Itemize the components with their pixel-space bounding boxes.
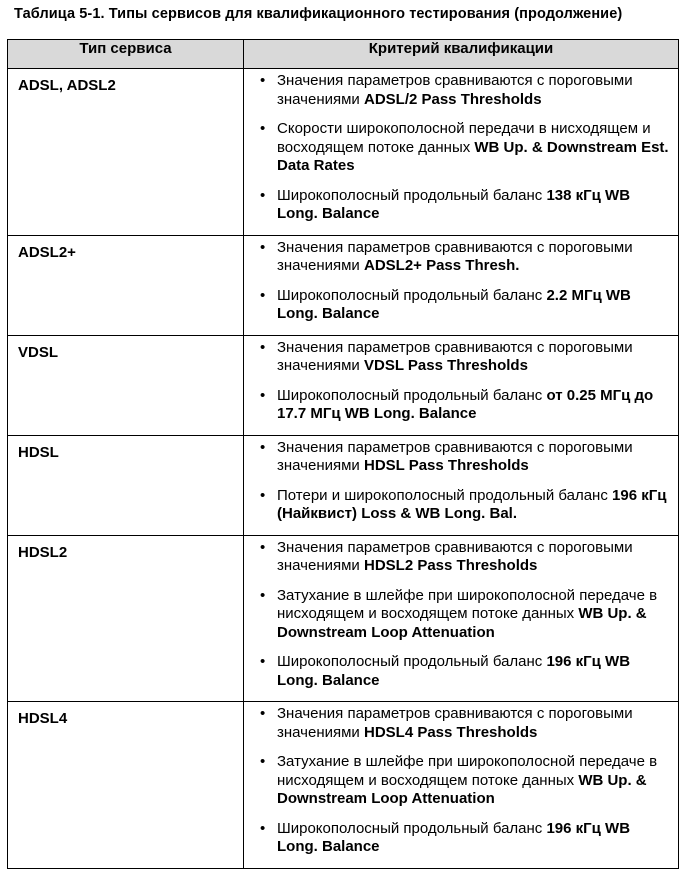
- criteria-bold-term: HDSL4 Pass Thresholds: [363, 723, 538, 741]
- criteria-bold-term: 196 кГц WB Long. Balance: [277, 653, 631, 689]
- criteria-text: Значения параметров сравниваются с пороговыми значениями: [277, 538, 633, 574]
- criteria-cell: [244, 702, 679, 869]
- criteria-text: Значения параметров сравниваются с пороговыми значениями: [277, 705, 633, 741]
- criteria-bold-term: от 0.25 МГц до 17.7 МГц: [277, 386, 654, 422]
- criteria-list-item: [260, 339, 672, 376]
- criteria-text: Потери и широкополосный продольный баланс: [277, 486, 613, 504]
- criteria-cell: [244, 535, 679, 702]
- criteria-bold-term: HDSL2 Pass Thresholds: [363, 557, 538, 574]
- criteria-list-item: [260, 120, 672, 176]
- table-row: [8, 435, 679, 535]
- column-header-qualification-criteria: Критерий квалификации: [244, 40, 679, 69]
- criteria-list-item: [260, 705, 672, 742]
- criteria-text: Широкополосный продольный баланс: [277, 653, 547, 670]
- criteria-text: Значения параметров сравниваются с пороговыми значениями: [277, 238, 633, 274]
- criteria-text: Широкополосный продольный баланс: [277, 386, 547, 404]
- criteria-text: Широкополосный продольный баланс: [277, 819, 547, 837]
- criteria-bold-term: 2.2 МГц WB Long. Balance: [277, 286, 631, 322]
- criteria-cell: [244, 69, 679, 236]
- table-row: [8, 69, 679, 236]
- criteria-text: Затухание в шлейфе при широкополосной передаче в нисходящем и восходящем потоке данных: [277, 753, 658, 789]
- criteria-list-item: [260, 587, 672, 643]
- criteria-bold-term: WB Long. Balance: [344, 405, 477, 422]
- criteria-list: [260, 539, 672, 691]
- service-type-cell: ADSL, ADSL2: [8, 69, 244, 236]
- criteria-bold-term: WB Up. & Downstream Est. Data Rates: [277, 138, 669, 174]
- criteria-text: Скорости широкополосной передачи в нисходящем и восходящем потоке данных: [277, 120, 651, 156]
- criteria-list-item: [260, 239, 672, 276]
- table-body: [8, 69, 679, 869]
- criteria-list-item: [260, 539, 672, 576]
- criteria-list: [260, 239, 672, 324]
- criteria-text: Значения параметров сравниваются с пороговыми значениями: [277, 72, 633, 108]
- service-type-cell: VDSL: [8, 335, 244, 435]
- service-type-cell: ADSL2+: [8, 235, 244, 335]
- criteria-list-item: [260, 187, 672, 224]
- qualification-table: [7, 39, 679, 869]
- column-header-service-type: Тип сервиса: [8, 40, 244, 69]
- criteria-list-item: [260, 653, 672, 690]
- criteria-list-item: [260, 387, 672, 424]
- criteria-cell: [244, 235, 679, 335]
- criteria-list-item: [260, 820, 672, 857]
- criteria-bold-term: ADSL2+ Pass Thresh.: [363, 257, 520, 274]
- criteria-list-item: [260, 753, 672, 809]
- service-type-cell: HDSL4: [8, 702, 244, 869]
- table-row: [8, 702, 679, 869]
- table-caption: Таблица 5-1. Типы сервисов для квалификационного тестирования (продолжение): [14, 6, 623, 22]
- criteria-cell: [244, 335, 679, 435]
- criteria-bold-term: VDSL Pass Thresholds: [363, 357, 528, 374]
- criteria-bold-term: WB Up. & Downstream Loop Attenuation: [277, 771, 647, 807]
- criteria-text: Затухание в шлейфе при широкополосной передаче в нисходящем и восходящем потоке данных: [277, 586, 658, 622]
- criteria-text: Широкополосный продольный баланс: [277, 286, 547, 304]
- service-type-cell: HDSL2: [8, 535, 244, 702]
- criteria-bold-term: 196 кГц (Найквист) Loss & WB Long. Bal.: [277, 486, 667, 522]
- criteria-list-item: [260, 72, 672, 109]
- criteria-bold-term: 196 кГц WB Long. Balance: [277, 819, 631, 855]
- criteria-cell: [244, 435, 679, 535]
- criteria-bold-term: ADSL/2 Pass Thresholds: [363, 90, 542, 108]
- criteria-list-item: [260, 439, 672, 476]
- criteria-list: [260, 439, 672, 524]
- table-header-row: [8, 40, 679, 69]
- criteria-list-item: [260, 287, 672, 324]
- criteria-bold-term: WB Up. & Downstream Loop Attenuation: [277, 605, 647, 641]
- criteria-text: Значения параметров сравниваются с пороговыми значениями: [277, 438, 633, 474]
- criteria-list: [260, 72, 672, 224]
- table-row: [8, 535, 679, 702]
- service-type-cell: HDSL: [8, 435, 244, 535]
- criteria-list: [260, 705, 672, 857]
- table-row: [8, 235, 679, 335]
- criteria-list: [260, 339, 672, 424]
- table-row: [8, 335, 679, 435]
- criteria-text: Широкополосный продольный баланс: [277, 186, 547, 204]
- criteria-text: Значения параметров сравниваются с пороговыми значениями: [277, 338, 633, 374]
- criteria-bold-term: 138 кГц WB Long. Balance: [277, 186, 631, 222]
- criteria-list-item: [260, 487, 672, 524]
- criteria-bold-term: HDSL Pass Thresholds: [363, 457, 529, 474]
